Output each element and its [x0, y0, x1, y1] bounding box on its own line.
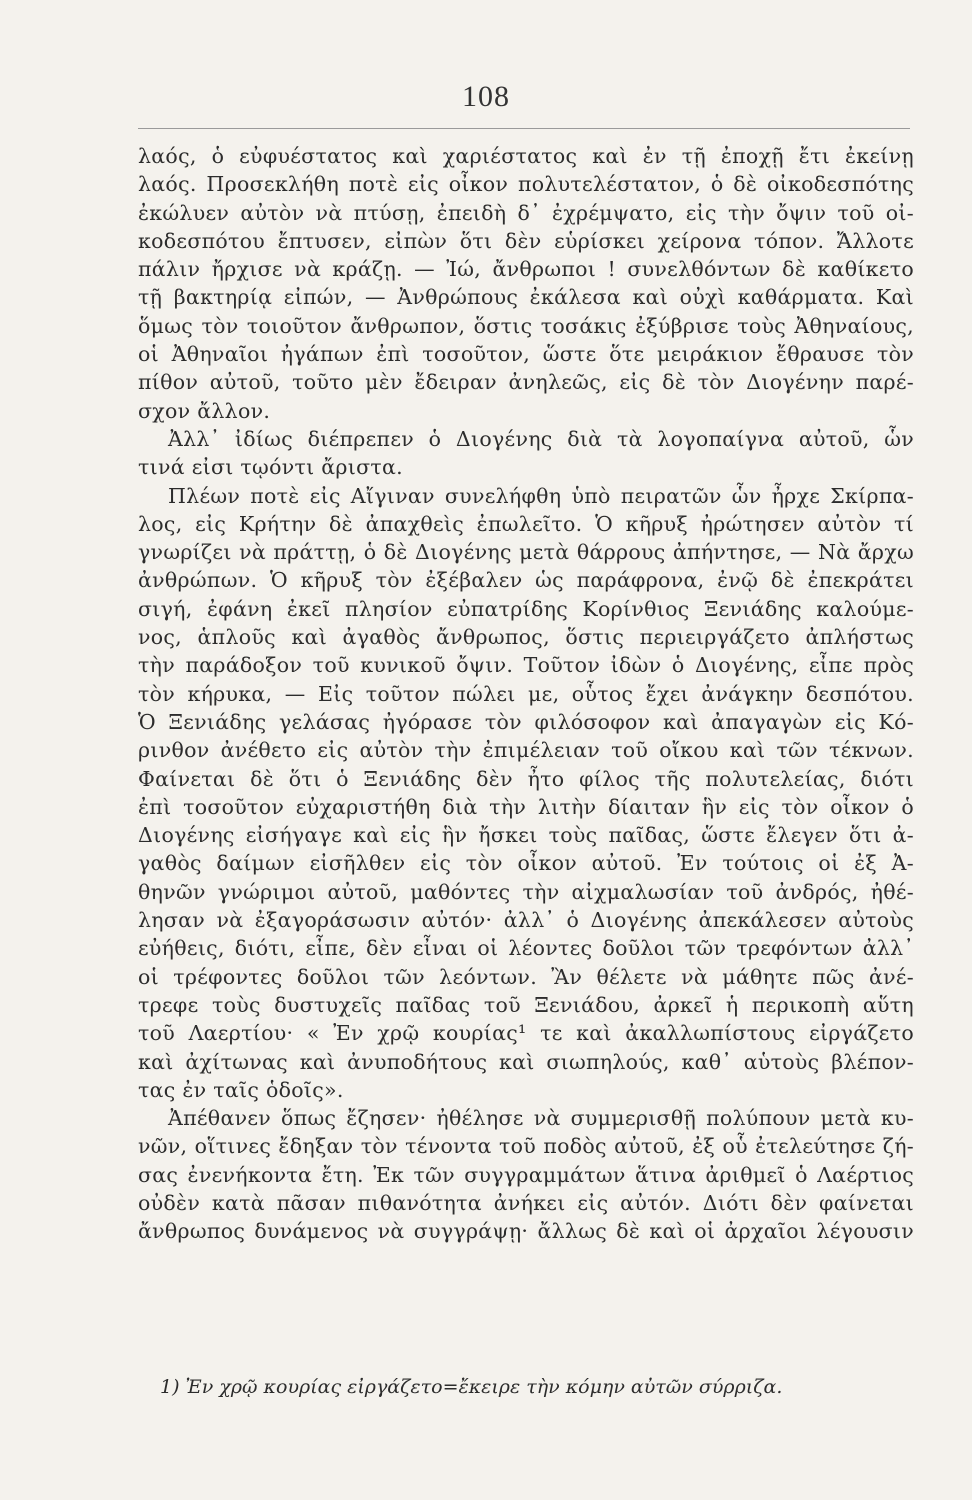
text-line: πίθον αὐτοῦ, τοῦτο μὲν ἔδειραν ἀνηλεῶς, εἰς δὲ τὸν Διογένην παρέ- — [138, 370, 914, 395]
text-line: Ἀλλ᾽ ἰδίως διέπρεπεν ὁ Διογένης διὰ τὰ λογοπαίγνα αὐτοῦ, ὧν — [168, 426, 914, 451]
text-line: κοδεσπότου ἔπτυσεν, εἰπὼν ὅτι δὲν εὑρίσκει χείρονα τόπον. Ἄλλοτε — [138, 228, 914, 253]
text-line: εὐήθεις, διότι, εἶπε, δὲν εἶναι οἱ λέοντες δοῦλοι τῶν τρεφόντων ἀλλ᾽ — [138, 936, 914, 961]
text-line: οὐδὲν κατὰ πᾶσαν πιθανότητα ἀνήκει εἰς αὐτόν. Διότι δὲν φαίνεται — [138, 1190, 914, 1215]
text-line: Πλέων ποτὲ εἰς Αἴγιναν συνελήφθη ὑπὸ πειρατῶν ὧν ἦρχε Σκίρπα- — [168, 483, 914, 508]
text-line: τὸν κήρυκα, — Εἰς τοῦτον πώλει με, οὗτος ἔχει ἀνάγκην δεσπότου. — [138, 681, 914, 706]
text-line: λαός. Προσεκλήθη ποτὲ εἰς οἶκον πολυτελέστατον, ὁ δὲ οἰκοδεσπότης — [138, 172, 914, 197]
text-line: καὶ ἀχίτωνας καὶ ἀνυποδήτους καὶ σιωπηλούς, καθ᾽ αὑτοὺς βλέπον- — [138, 1049, 914, 1074]
text-line: οἱ Ἀθηναῖοι ἠγάπων ἐπὶ τοσοῦτον, ὥστε ὅτε μειράκιον ἔθραυσε τὸν — [138, 342, 914, 367]
text-line: Διογένης εἰσήγαγε καὶ εἰς ἣν ἤσκει τοὺς παῖδας, ὥστε ἔλεγεν ὅτι ἀ- — [138, 823, 914, 848]
text-line: γαθὸς δαίμων εἰσῆλθεν εἰς τὸν οἶκον αὐτοῦ. Ἐν τούτοις οἱ ἐξ Ἀ- — [138, 851, 914, 876]
text-line: θηνῶν γνώριμοι αὐτοῦ, μαθόντες τὴν αἰχμαλωσίαν τοῦ ἀνδρός, ἠθέ- — [138, 879, 914, 904]
text-line: ρινθον ἀνέθετο εἰς αὐτὸν τὴν ἐπιμέλειαν τοῦ οἴκου καὶ τῶν τέκνων. — [138, 738, 914, 763]
text-line: λαός, ὁ εὐφυέστατος καὶ χαριέστατος καὶ ἐν τῇ ἐποχῇ ἔτι ἐκείνῃ — [138, 144, 914, 168]
text-line: τὴν παράδοξον τοῦ κυνικοῦ ὄψιν. Τοῦτον ἰδὼν ὁ Διογένης, εἶπε πρὸς — [138, 653, 914, 678]
text-line: Φαίνεται δὲ ὅτι ὁ Ξενιάδης δὲν ἦτο φίλος τῆς πολυτελείας, διότι — [138, 766, 914, 791]
page-number: 108 — [462, 80, 510, 113]
text-line: ἐκώλυεν αὐτὸν νὰ πτύσῃ, ἐπειδὴ δ᾽ ἐχρέμψατο, εἰς τὴν ὄψιν τοῦ οἰ- — [138, 200, 914, 225]
text-line: ἐπὶ τοσοῦτον εὐχαριστήθη διὰ τὴν λιτὴν δίαιταν ἣν εἰς τὸν οἶκον ὁ — [138, 794, 914, 819]
text-line: τινά εἰσι τῳόντι ἄριστα. — [138, 455, 403, 480]
footnote: 1) Ἐν χρῷ κουρίας εἰργάζετο=ἔκειρε τὴν κόμην αὐτῶν σύρριζα. — [160, 1376, 783, 1398]
text-line: λησαν νὰ ἐξαγοράσωσιν αὐτόν· ἀλλ᾽ ὁ Διογένης ἀπεκάλεσεν αὐτοὺς — [138, 908, 914, 933]
text-line: πάλιν ἤρχισε νὰ κράζῃ. — Ἰώ, ἄνθρωποι ! συνελθόντων δὲ καθίκετο — [138, 257, 914, 282]
text-line: τρεφε τοὺς δυστυχεῖς παῖδας τοῦ Ξενιάδου, ἀρκεῖ ἡ περικοπὴ αὕτη — [138, 992, 914, 1017]
text-line: νῶν, οἵτινες ἔδηξαν τὸν τένοντα τοῦ ποδὸς αὐτοῦ, ἐξ οὗ ἐτελεύτησε ζή- — [138, 1134, 914, 1159]
text-line: γνωρίζει νὰ πράττῃ, ὁ δὲ Διογένης μετὰ θάρρους ἀπήντησε, — Νὰ ἄρχω — [138, 540, 914, 565]
text-line: ἄνθρωπος δυνάμενος νὰ συγγράψῃ· ἄλλως δὲ καὶ οἱ ἀρχαῖοι λέγουσιν — [138, 1219, 914, 1244]
text-line: Ἀπέθανεν ὅπως ἔζησεν· ἠθέλησε νὰ συμμερισθῇ πολύπουν μετὰ κυ- — [168, 1106, 914, 1131]
text-line: ὅμως τὸν τοιοῦτον ἄνθρωπον, ὅστις τοσάκις ἐξύβρισε τοὺς Ἀθηναίους, — [138, 313, 914, 338]
text-line: νος, ἁπλοῦς καὶ ἀγαθὸς ἄνθρωπος, ὅστις περιειργάζετο ἀπλήστως — [138, 625, 914, 650]
text-line: σας ἐνενήκοντα ἔτη. Ἐκ τῶν συγγραμμάτων ἅτινα ἀριθμεῖ ὁ Λαέρτιος — [138, 1162, 914, 1187]
text-line: οἱ τρέφοντες δοῦλοι τῶν λεόντων. Ἂν θέλετε νὰ μάθητε πῶς ἀνέ- — [138, 964, 914, 989]
text-line: σιγή, ἐφάνη ἐκεῖ πλησίον εὐπατρίδης Κορίνθιος Ξενιάδης καλούμε- — [138, 596, 914, 621]
text-line: σχον ἄλλον. — [138, 398, 271, 423]
text-line: τοῦ Λαερτίου· « Ἐν χρῷ κουρίας¹ τε καὶ ἀκαλλωπίστους εἰργάζετο — [138, 1021, 914, 1046]
body-text — [138, 142, 914, 1246]
text-line: τας ἐν ταῖς ὁδοῖς». — [138, 1077, 344, 1102]
header-rule — [138, 128, 910, 129]
text-line: τῇ βακτηρίᾳ εἰπών, — Ἀνθρώπους ἐκάλεσα καὶ οὐχὶ καθάρματα. Καὶ — [138, 285, 914, 310]
text-line: λος, εἰς Κρήτην δὲ ἀπαχθεὶς ἐπωλεῖτο. Ὁ κῆρυξ ἠρώτησεν αὐτὸν τί — [138, 511, 914, 536]
text-line: ἀνθρώπων. Ὁ κῆρυξ τὸν ἐξέβαλεν ὡς παράφρονα, ἐνῷ δὲ ἐπεκράτει — [138, 568, 914, 593]
text-line: Ὁ Ξενιάδης γελάσας ἠγόρασε τὸν φιλόσοφον καὶ ἀπαγαγὼν εἰς Κό- — [138, 709, 914, 734]
